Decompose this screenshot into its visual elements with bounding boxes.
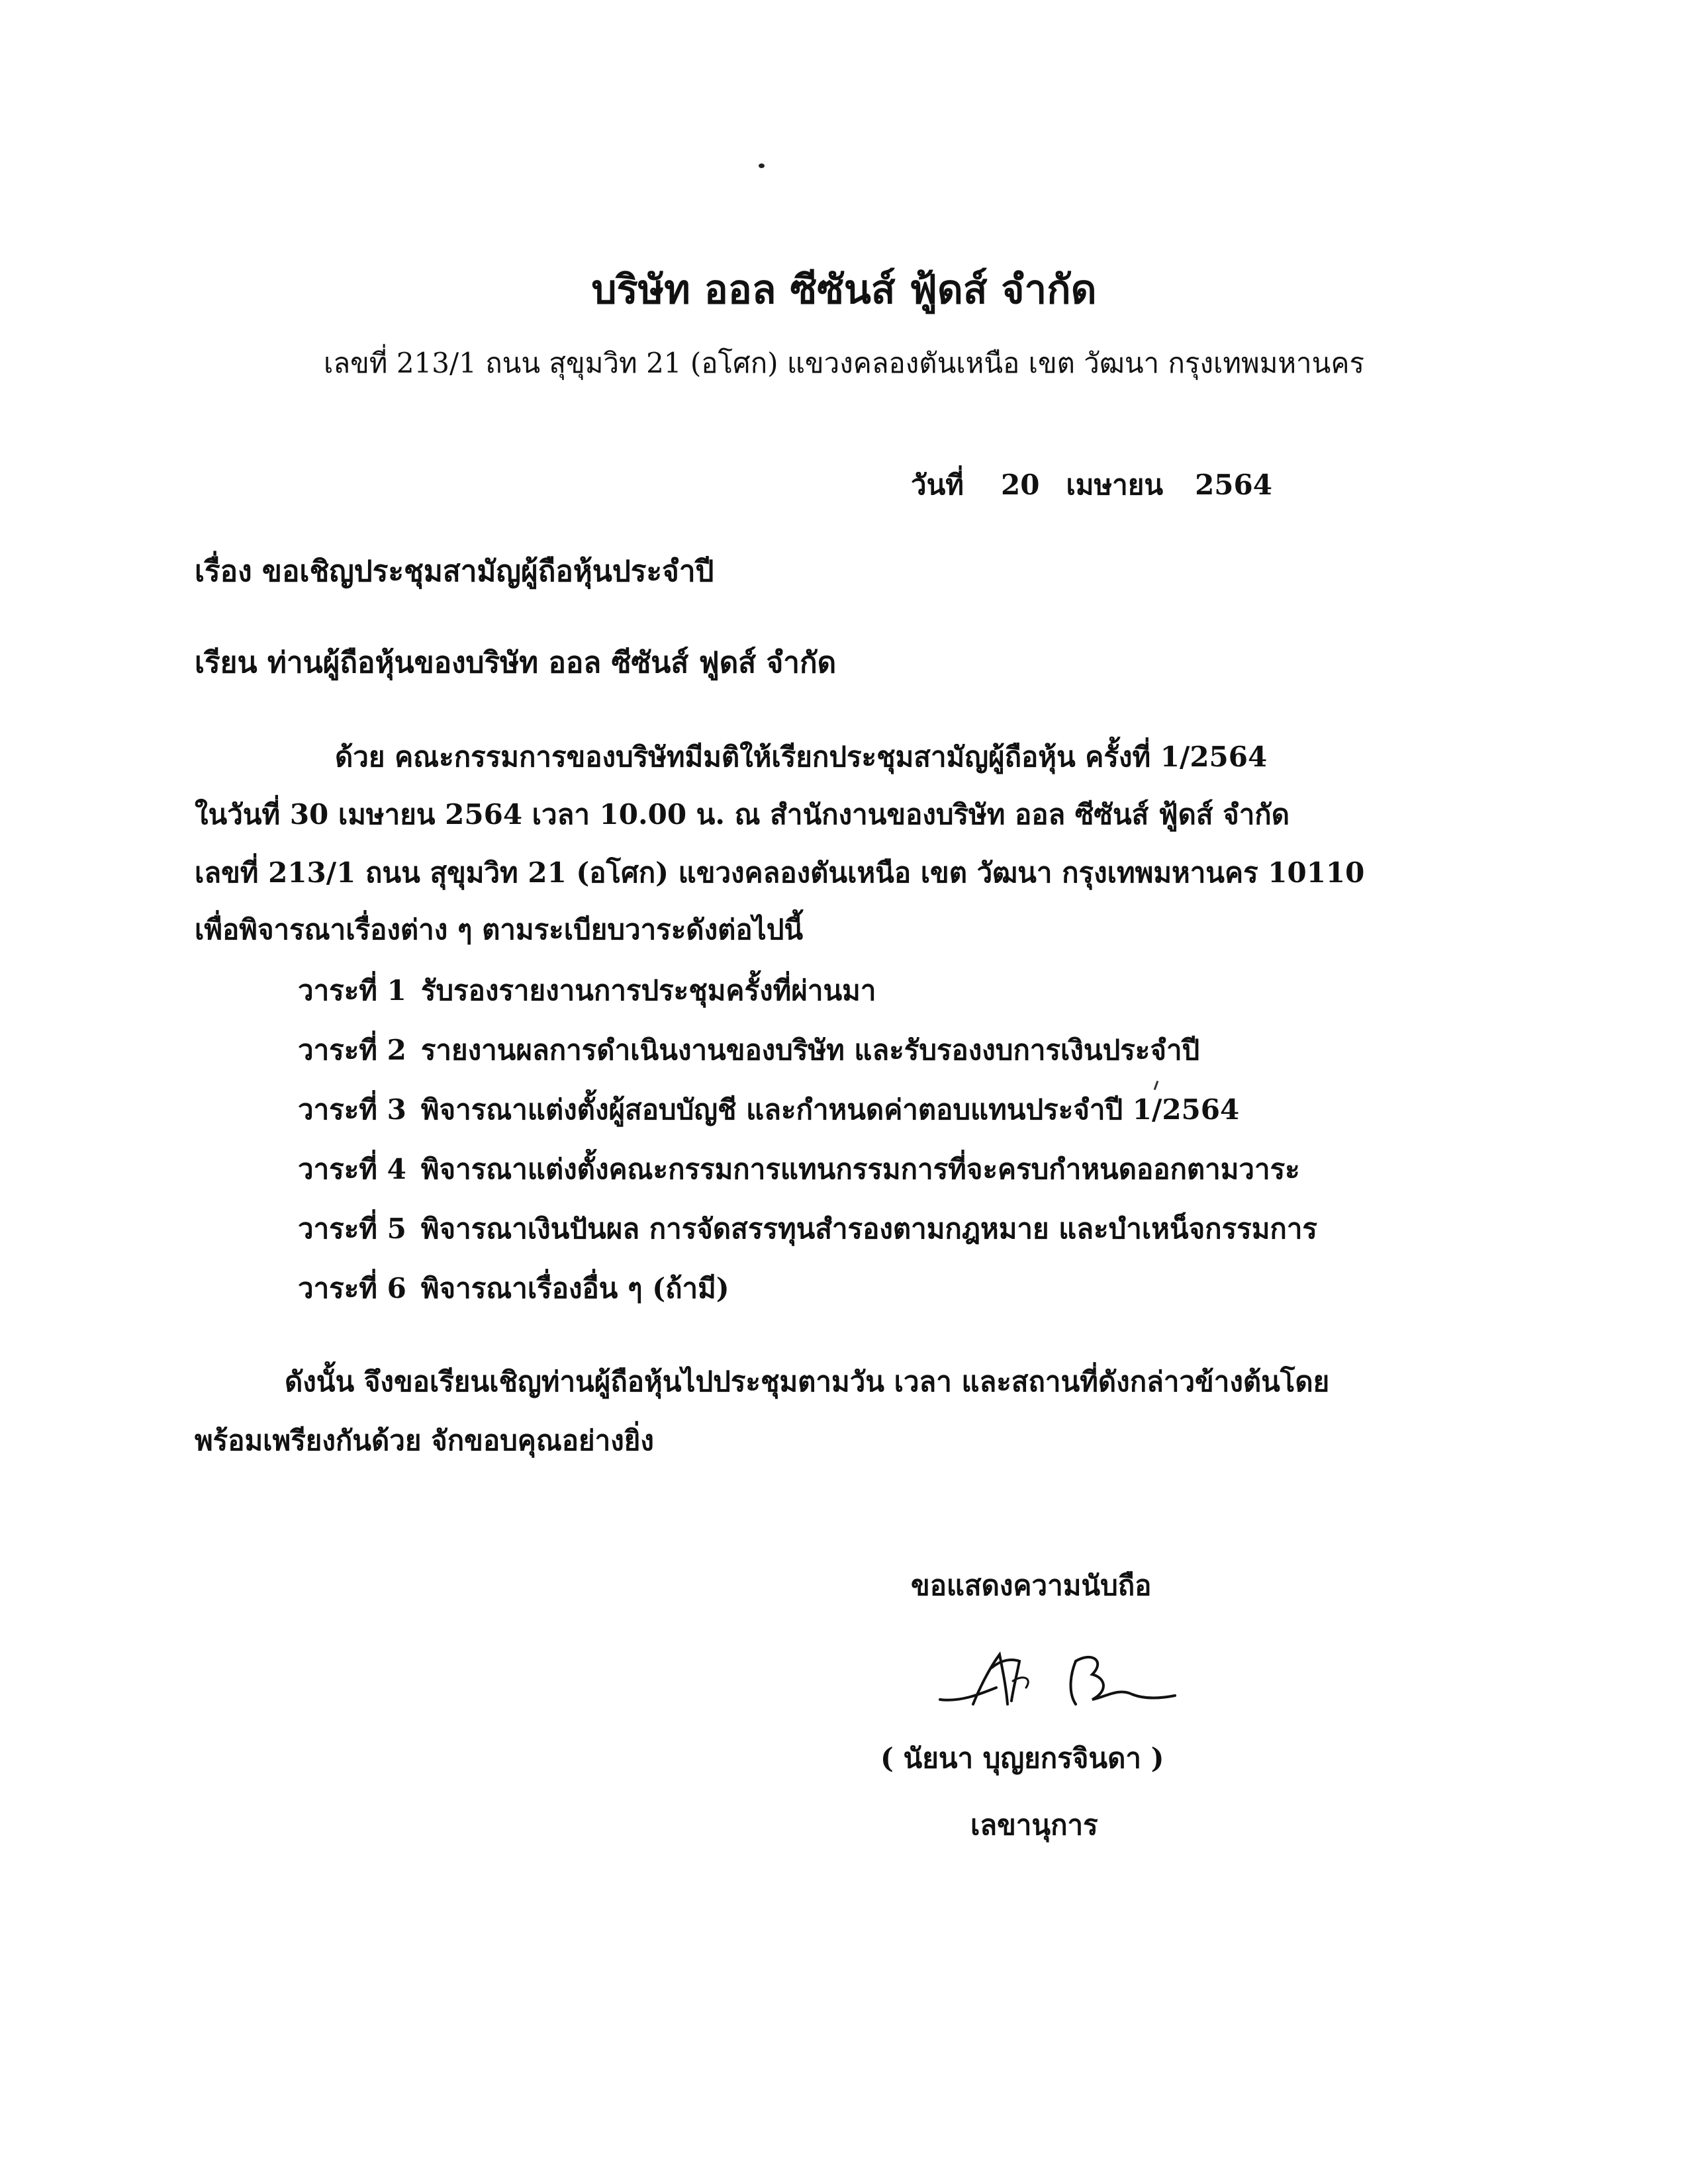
letter-date <box>911 471 1272 499</box>
agenda-number: วาระที่ 2 <box>298 1034 406 1066</box>
scan-speck <box>759 163 765 168</box>
date-day: 20 <box>1000 469 1040 501</box>
date-month: เมษายน <box>1066 469 1164 501</box>
agenda-text: พิจารณาแต่งตั้งผู้สอบบัญชี และกำหนดค่าตอบแทนประจำปี 1/2564 <box>420 1093 1240 1126</box>
agenda-number: วาระที่ 3 <box>298 1093 406 1126</box>
company-address: เลขที่ 213/1 ถนน สุขุมวิท 21 (อโศก) แขวงคลองตันเหนือ เขต วัฒนา กรุงเทพมหานคร <box>323 347 1365 379</box>
agenda-item <box>298 1212 1317 1245</box>
agenda-item <box>298 1153 1300 1185</box>
company-name: บริษัท ออล ซีซันส์ ฟู้ดส์ จำกัด <box>591 267 1097 313</box>
agenda-text: รับรองรายงานการประชุมครั้งที่ผ่านมา <box>420 974 876 1007</box>
agenda-number: วาระที่ 1 <box>298 974 406 1007</box>
closing-line: ดังนั้น จึงขอเรียนเชิญท่านผู้ถือหุ้นไปประชุมตามวัน เวลา และสถานที่ดังกล่าวข้างต้นโดย <box>285 1365 1330 1398</box>
signer-title: เลขานุการ <box>970 1809 1098 1841</box>
date-label: วันที่ <box>911 469 964 501</box>
agenda-number: วาระที่ 5 <box>298 1212 406 1245</box>
signer-name: ( นัยนา บุญยกรจินดา ) <box>880 1742 1164 1774</box>
scan-speck <box>1154 1081 1159 1090</box>
agenda-number: วาระที่ 6 <box>298 1272 406 1304</box>
agenda-text: พิจารณาเงินปันผล การจัดสรรทุนสำรองตามกฎหมาย และบำเหน็จกรรมการ <box>420 1212 1317 1245</box>
body-paragraph-line: ด้วย คณะกรรมการของบริษัทมีมติให้เรียกประชุมสามัญผู้ถือหุ้น ครั้งที่ 1/2564 <box>335 741 1268 773</box>
agenda-text: พิจารณาแต่งตั้งคณะกรรมการแทนกรรมการที่จะครบกำหนดออกตามวาระ <box>420 1153 1300 1185</box>
body-paragraph-line: เลขที่ 213/1 ถนน สุขุมวิท 21 (อโศก) แขวงคลองตันเหนือ เขต วัฒนา กรุงเทพมหานคร 10110 <box>195 856 1365 889</box>
body-paragraph-line: เพื่อพิจารณาเรื่องต่าง ๆ ตามระเบียบวาระดังต่อไปนี้ <box>195 913 804 946</box>
closing-line: พร้อมเพรียงกันด้วย จักขอบคุณอย่างยิ่ง <box>195 1424 654 1457</box>
subject-line: เรื่อง ขอเชิญประชุมสามัญผู้ถือหุ้นประจำปี <box>195 555 714 588</box>
agenda-text: พิจารณาเรื่องอื่น ๆ (ถ้ามี) <box>420 1272 729 1304</box>
body-paragraph-line: ในวันที่ 30 เมษายน 2564 เวลา 10.00 น. ณ สำนักงานของบริษัท ออล ซีซันส์ ฟู้ดส์ จำกัด <box>195 798 1289 831</box>
handwritten-signature <box>933 1641 1185 1727</box>
salutation-line: เรียน ท่านผู้ถือหุ้นของบริษัท ออล ซีซันส์ ฟูดส์ จำกัด <box>195 646 837 680</box>
date-year: 2564 <box>1195 469 1272 501</box>
agenda-text: รายงานผลการดำเนินงานของบริษัท และรับรองงบการเงินประจำปี <box>420 1034 1200 1066</box>
agenda-item <box>298 1093 1240 1126</box>
agenda-item <box>298 974 876 1007</box>
agenda-item <box>298 1036 1199 1064</box>
agenda-number: วาระที่ 4 <box>298 1153 406 1185</box>
regards-text: ขอแสดงความนับถือ <box>911 1569 1152 1602</box>
agenda-item <box>298 1272 729 1304</box>
